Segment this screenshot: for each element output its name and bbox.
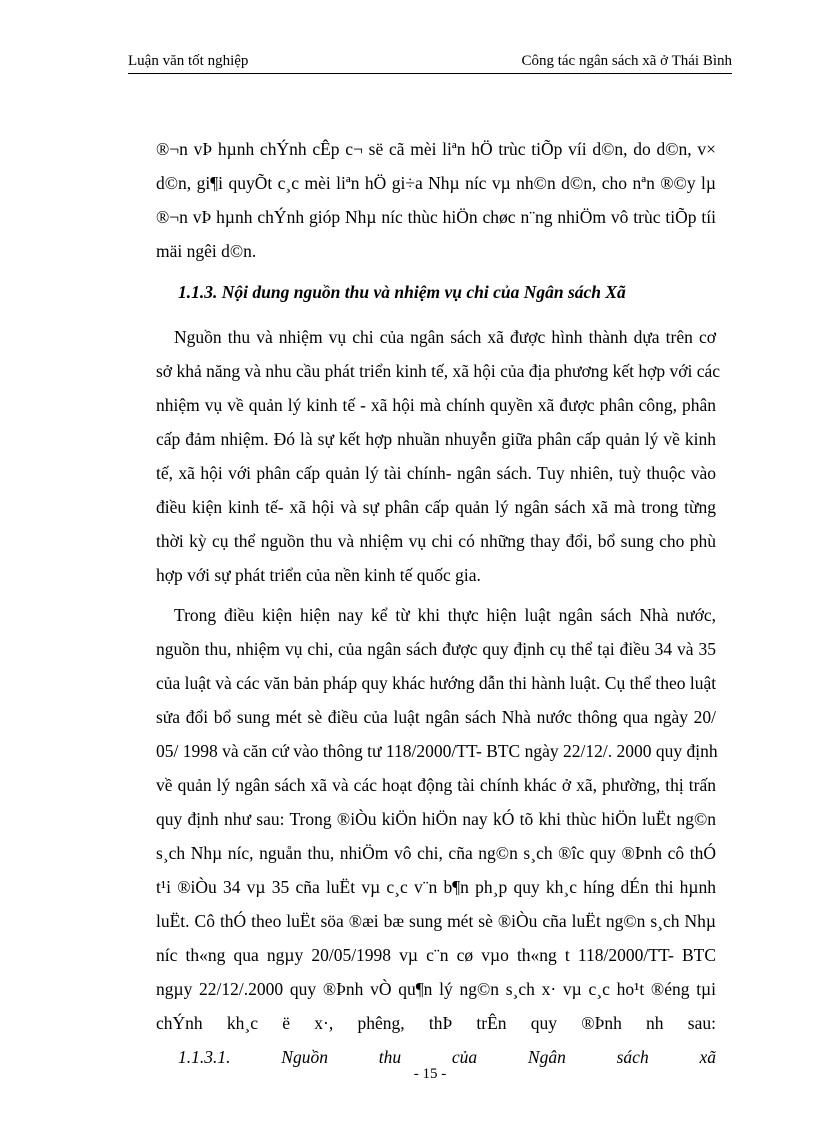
para3-line: của luật và các văn bản pháp quy khác hướng dẫn thi hành luật. Cụ thể theo luật bbox=[156, 673, 717, 693]
para2-line: cấp đảm nhiệm. Đó là sự kết hợp nhuần nhuyễn giữa phân cấp quản lý về kinh bbox=[156, 429, 716, 449]
para3-line: s¸ch Nhµ níc, nguån thu, nhiÖm vô chi, cña ng©n s¸ch ®îc quy ®Þnh cô thÓ bbox=[156, 843, 716, 863]
para3-line: Trong điều kiện hiện nay kể từ khi thực hiện luật ngân sách Nhà nước, bbox=[174, 605, 716, 625]
para3-line: nguồn thu, nhiệm vụ chi, của ngân sách được quy định cụ thể tại điều 34 và 35 bbox=[156, 639, 716, 659]
para3-line: t¹i ®iÒu 34 vµ 35 cña luËt vµ c¸c v¨n b¶n ph¸p quy kh¸c híng dÉn thi hµnh bbox=[156, 877, 716, 897]
para3-line: sửa đổi bổ sung mét sè điều của luật ngân sách Nhà nước thông qua ngày 20/ bbox=[156, 707, 716, 727]
para3-line: chÝnh kh¸c ë x·, phêng, thÞ trÊn quy ®Þnh nh sau: bbox=[156, 1013, 716, 1033]
para1-line: d©n, gi¶i quyÕt c¸c mèi liªn hÖ gi÷a Nhµ níc vµ nh©n d©n, cho nªn ®©y lµ bbox=[156, 173, 716, 193]
para3-line: níc th«ng qua ngµy 20/05/1998 vµ c¨n cø vµo th«ng t 118/2000/TT- BTC bbox=[156, 945, 716, 965]
header-right: Công tác ngân sách xã ở Thái Bình bbox=[521, 53, 732, 69]
para3-line: quy định như sau: Trong ®iÒu kiÖn hiÖn nay kÓ tõ khi thùc hiÖn luËt ng©n bbox=[156, 809, 716, 829]
page-number: - 15 - bbox=[413, 1066, 447, 1082]
subsection-heading: 1.1.3.1. Nguồn thu của Ngân sách xã bbox=[178, 1047, 716, 1067]
para3-line: 05/ 1998 và căn cứ vào thông tư 118/2000/TT- BTC ngày 22/12/. 2000 quy định bbox=[156, 741, 718, 761]
page-header bbox=[128, 48, 732, 74]
para1-line: ®¬n vÞ hµnh chÝnh gióp Nhµ níc thùc hiÖn chøc n¨ng nhiÖm vô trùc tiÕp tíi bbox=[156, 207, 716, 227]
para3-line: ngµy 22/12/.2000 quy ®Þnh vÒ qu¶n lý ng©n s¸ch x· vµ c¸c ho¹t ®éng tµi bbox=[156, 979, 716, 999]
para2-line: sở khả năng và nhu cầu phát triển kinh tế, xã hội của địa phương kết hợp với các bbox=[156, 361, 721, 381]
section-heading: 1.1.3. Nội dung nguồn thu và nhiệm vụ chi của Ngân sách Xã bbox=[178, 282, 626, 302]
para2-line: điều kiện kinh tế- xã hội và sự phân cấp quản lý ngân sách xã mà trong từng bbox=[156, 497, 716, 517]
para3-line: luËt. Cô thÓ theo luËt söa ®æi bæ sung mét sè ®iÒu cña luËt ng©n s¸ch Nhµ bbox=[156, 911, 716, 931]
header-left: Luận văn tốt nghiệp bbox=[128, 53, 249, 69]
para1-line: ®¬n vÞ hµnh chÝnh cÊp c¬ së cã mèi liªn hÖ trùc tiÕp víi d©n, do d©n, v× bbox=[156, 139, 716, 159]
body-text bbox=[156, 132, 721, 1074]
para2-line: hợp với sự phát triển của nền kinh tế quốc gia. bbox=[156, 565, 481, 585]
para2-line: tế, xã hội với phân cấp quản lý tài chính- ngân sách. Tuy nhiên, tuỳ thuộc vào bbox=[156, 463, 716, 483]
para3-line: về quản lý ngân sách xã và các hoạt động tài chính khác ở xã, phường, thị trấn bbox=[156, 775, 716, 795]
para2-line: thời kỳ cụ thể nguồn thu và nhiệm vụ chi có những thay đổi, bổ sung cho phù bbox=[156, 531, 716, 551]
para2-line: Nguồn thu và nhiệm vụ chi của ngân sách xã được hình thành dựa trên cơ bbox=[174, 327, 716, 347]
para2-line: nhiệm vụ về quản lý kinh tế - xã hội mà chính quyền xã được phân công, phân bbox=[156, 395, 716, 415]
para1-line: mäi ngêi d©n. bbox=[156, 241, 257, 261]
